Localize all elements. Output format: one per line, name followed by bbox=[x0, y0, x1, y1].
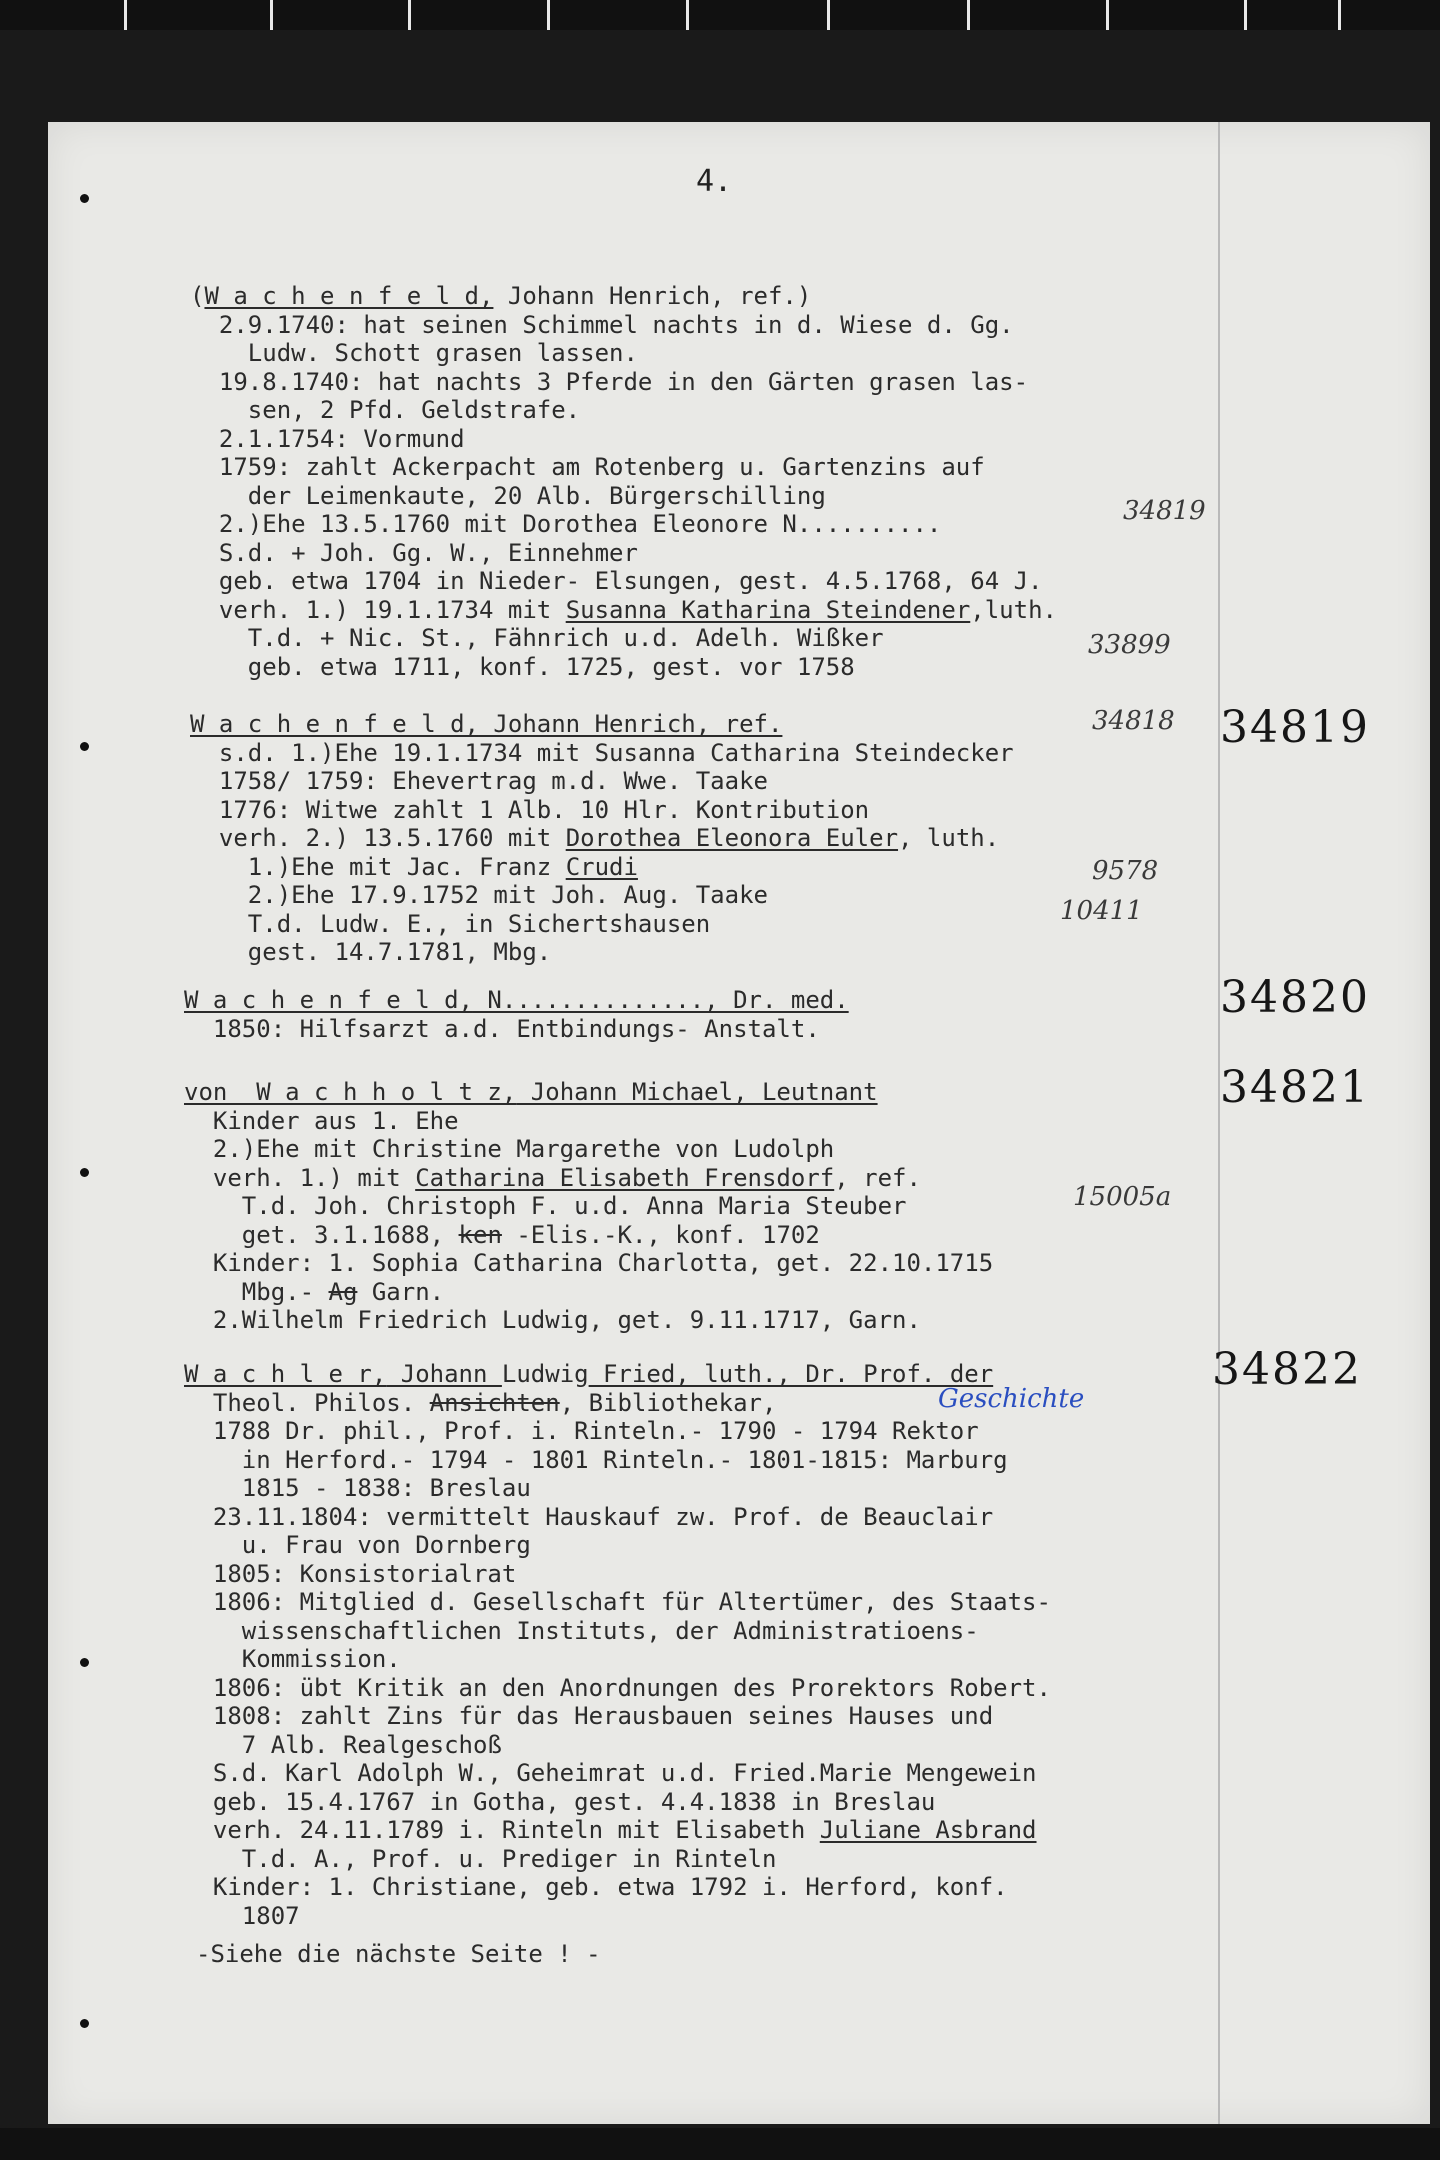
text-line bbox=[184, 1078, 993, 1107]
text-line bbox=[184, 1816, 1051, 1845]
emphasized-segment: N.............., Dr. med. bbox=[472, 986, 849, 1014]
film-tick bbox=[686, 0, 689, 30]
text-line bbox=[184, 1389, 1051, 1418]
film-tick bbox=[967, 0, 970, 30]
text-line: 1758/ 1759: Ehevertrag m.d. Wwe. Taake bbox=[190, 767, 768, 795]
emphasized-segment: Fried, luth., Dr. Prof. der bbox=[588, 1360, 994, 1388]
text-line: gest. 14.7.1781, Mbg. bbox=[190, 938, 552, 966]
punch-hole bbox=[80, 2019, 89, 2028]
text-segment: Mbg.- bbox=[184, 1277, 329, 1306]
emphasized-segment: ken bbox=[458, 1220, 502, 1249]
text-segment: W a c h e n f e l d, bbox=[184, 986, 473, 1014]
text-segment: ( bbox=[190, 282, 205, 310]
record-number: 34821 bbox=[1220, 1062, 1370, 1113]
emphasized-segment: Juliane Asbrand bbox=[819, 1816, 1037, 1844]
text-line: Kommission. bbox=[184, 1645, 401, 1673]
text-line: 7 Alb. Realgeschoß bbox=[184, 1730, 502, 1759]
entry-wachenfeld-2 bbox=[190, 710, 1014, 967]
text-line: 2.Wilhelm Friedrich Ludwig, get. 9.11.1717, Garn. bbox=[184, 1306, 921, 1334]
text-segment: von W a c h h o l t z, bbox=[184, 1078, 517, 1106]
text-line: u. Frau von Dornberg bbox=[184, 1531, 531, 1559]
text-line: 1807 bbox=[184, 1901, 300, 1930]
text-line: 2.)Ehe mit Christine Margarethe von Ludolph bbox=[184, 1135, 835, 1163]
record-number: 34820 bbox=[1220, 972, 1370, 1023]
document-page bbox=[48, 122, 1430, 2124]
emphasized-segment: Johann bbox=[386, 1360, 502, 1388]
text-segment: verh. 24.11.1789 i. Rinteln mit Elisabeth bbox=[184, 1816, 820, 1844]
text-line: 2.)Ehe 13.5.1760 mit Dorothea Eleonore N.......... bbox=[190, 510, 942, 538]
record-number: 34819 bbox=[1220, 702, 1370, 753]
emphasized-segment: Johann Michael, Leutnant bbox=[516, 1078, 878, 1106]
text-segment: Theol. Philos. bbox=[184, 1388, 430, 1417]
film-tick bbox=[408, 0, 411, 30]
text-line: 2.)Ehe 17.9.1752 mit Joh. Aug. Taake bbox=[190, 881, 768, 909]
margin-rule bbox=[1218, 122, 1220, 2124]
emphasized-segment: Crudi bbox=[565, 852, 638, 881]
punch-hole bbox=[80, 742, 89, 751]
text-line: 23.11.1804: vermittelt Hauskauf zw. Prof. de Beauclair bbox=[184, 1502, 994, 1531]
text-line bbox=[184, 1164, 993, 1193]
text-line bbox=[190, 596, 1057, 625]
text-line: geb. etwa 1711, konf. 1725, gest. vor 1758 bbox=[190, 652, 855, 681]
entry-wachenfeld-1 bbox=[190, 282, 1057, 681]
text-line: in Herford.- 1794 - 1801 Rinteln.- 1801-1815: Marburg bbox=[184, 1445, 1008, 1474]
text-line: 2.1.1754: Vormund bbox=[190, 424, 465, 453]
emphasized-segment: Susanna Katharina Steindener bbox=[565, 595, 971, 624]
punch-hole bbox=[80, 1658, 89, 1667]
text-line: T.d. Joh. Christoph F. u.d. Anna Maria Steuber bbox=[184, 1192, 907, 1220]
text-segment: 1.)Ehe mit Jac. Franz bbox=[190, 852, 566, 881]
text-line: 1808: zahlt Zins für das Herausbauen seines Hauses und bbox=[184, 1702, 994, 1730]
text-line: 1788 Dr. phil., Prof. i. Rinteln.- 1790 - 1794 Rektor bbox=[184, 1417, 979, 1445]
film-tick bbox=[1338, 0, 1341, 30]
punch-hole bbox=[80, 194, 89, 203]
bottom-film-strip bbox=[0, 2128, 1440, 2160]
emphasized-segment: Catharina Elisabeth Frensdorf bbox=[415, 1163, 835, 1192]
text-segment: verh. 2.) 13.5.1760 mit bbox=[190, 824, 566, 852]
entry-wachenfeld-3 bbox=[184, 986, 849, 1043]
emphasized-segment: Dorothea Eleonora Euler bbox=[565, 824, 899, 852]
text-line: 1806: Mitglied d. Gesellschaft für Altertümer, des Staats- bbox=[184, 1588, 1051, 1616]
text-line: S.d. Karl Adolph W., Geheimrat u.d. Fried.Marie Mengewein bbox=[184, 1759, 1037, 1787]
film-tick bbox=[124, 0, 127, 30]
text-line bbox=[190, 282, 1057, 311]
text-segment: verh. 1.) 19.1.1734 mit bbox=[190, 595, 566, 624]
film-tick bbox=[827, 0, 830, 30]
text-line: T.d. Ludw. E., in Sichertshausen bbox=[190, 909, 711, 938]
emphasized-segment: Ag bbox=[328, 1277, 358, 1306]
text-line: sen, 2 Pfd. Geldstrafe. bbox=[190, 396, 581, 424]
text-segment: , luth. bbox=[898, 824, 1000, 852]
text-line: Kinder aus 1. Ehe bbox=[184, 1106, 459, 1135]
text-line: 1805: Konsistorialrat bbox=[184, 1559, 517, 1588]
top-film-strip bbox=[0, 0, 1440, 30]
text-line bbox=[190, 853, 1014, 882]
text-line: Ludw. Schott grasen lassen. bbox=[190, 339, 638, 367]
handwritten-ref: 9578 bbox=[1092, 856, 1159, 886]
text-line bbox=[190, 710, 1014, 739]
text-segment: Garn. bbox=[357, 1277, 445, 1306]
text-segment: -Elis.-K., konf. 1702 bbox=[501, 1220, 820, 1249]
text-line bbox=[184, 1221, 993, 1250]
text-line: 19.8.1740: hat nachts 3 Pferde in den Gärten grasen las- bbox=[190, 367, 1029, 396]
text-segment: , ref. bbox=[834, 1163, 921, 1192]
entry-wachler bbox=[184, 1360, 1051, 1930]
text-line: der Leimenkaute, 20 Alb. Bürgerschilling bbox=[190, 481, 826, 510]
entry-wachholtz bbox=[184, 1078, 993, 1335]
footer-note: -Siehe die nächste Seite ! - bbox=[196, 1940, 601, 1968]
text-line: s.d. 1.)Ehe 19.1.1734 mit Susanna Catharina Steindecker bbox=[190, 738, 1014, 767]
handwritten-ref: 33899 bbox=[1088, 630, 1171, 660]
record-number: 34822 bbox=[1212, 1344, 1362, 1395]
text-line bbox=[184, 986, 849, 1015]
handwritten-ref: 34819 bbox=[1123, 496, 1206, 526]
text-line: Kinder: 1. Christiane, geb. etwa 1792 i. Herford, konf. bbox=[184, 1873, 1008, 1901]
text-line: 1806: übt Kritik an den Anordnungen des Prorektors Robert. bbox=[184, 1673, 1051, 1702]
text-line: T.d. + Nic. St., Fähnrich u.d. Adelh. Wißker bbox=[190, 624, 884, 652]
text-segment: Ludwig bbox=[501, 1360, 589, 1388]
text-segment: Johann Henrich, ref.) bbox=[493, 282, 812, 310]
text-line: 1759: zahlt Ackerpacht am Rotenberg u. Gartenzins auf bbox=[190, 453, 985, 481]
text-line: T.d. A., Prof. u. Prediger in Rinteln bbox=[184, 1844, 777, 1873]
text-segment: ,luth. bbox=[970, 595, 1057, 624]
page-number: 4. bbox=[696, 164, 733, 199]
text-line: wissenschaftlichen Instituts, der Administratioens- bbox=[184, 1616, 979, 1645]
handwritten-note: Geschichte bbox=[938, 1384, 1085, 1414]
text-segment: get. 3.1.1688, bbox=[184, 1220, 459, 1249]
text-line: 1776: Witwe zahlt 1 Alb. 10 Hlr. Kontribution bbox=[190, 795, 870, 824]
text-line: 1850: Hilfsarzt a.d. Entbindungs- Anstalt. bbox=[184, 1014, 820, 1043]
text-line bbox=[184, 1278, 993, 1307]
text-line: 2.9.1740: hat seinen Schimmel nachts in d. Wiese d. Gg. bbox=[190, 310, 1014, 339]
film-tick bbox=[547, 0, 550, 30]
text-line: geb. etwa 1704 in Nieder- Elsungen, gest. 4.5.1768, 64 J. bbox=[190, 567, 1043, 595]
text-line: geb. 15.4.1767 in Gotha, gest. 4.4.1838 in Breslau bbox=[184, 1787, 936, 1816]
text-segment: , Bibliothekar, bbox=[559, 1388, 777, 1417]
emphasized-segment: Johann Henrich, ref. bbox=[478, 710, 783, 738]
text-line: S.d. + Joh. Gg. W., Einnehmer bbox=[190, 538, 638, 567]
handwritten-ref: 15005a bbox=[1073, 1182, 1172, 1212]
handwritten-ref: 34818 bbox=[1092, 706, 1175, 736]
text-line: Kinder: 1. Sophia Catharina Charlotta, get. 22.10.1715 bbox=[184, 1249, 994, 1277]
text-line: 1815 - 1838: Breslau bbox=[184, 1474, 531, 1502]
emphasized-segment: W a c h e n f e l d, bbox=[204, 282, 494, 310]
film-tick bbox=[1244, 0, 1247, 30]
handwritten-ref: 10411 bbox=[1060, 896, 1143, 926]
text-segment: verh. 1.) mit bbox=[184, 1163, 416, 1192]
text-segment: W a c h e n f e l d, bbox=[190, 710, 479, 738]
emphasized-segment: Ansichten bbox=[429, 1388, 560, 1417]
film-tick bbox=[1106, 0, 1109, 30]
film-tick bbox=[270, 0, 273, 30]
text-line bbox=[184, 1360, 1051, 1389]
text-segment: W a c h l e r, bbox=[184, 1360, 387, 1388]
text-line bbox=[190, 824, 1014, 853]
punch-hole bbox=[80, 1168, 89, 1177]
